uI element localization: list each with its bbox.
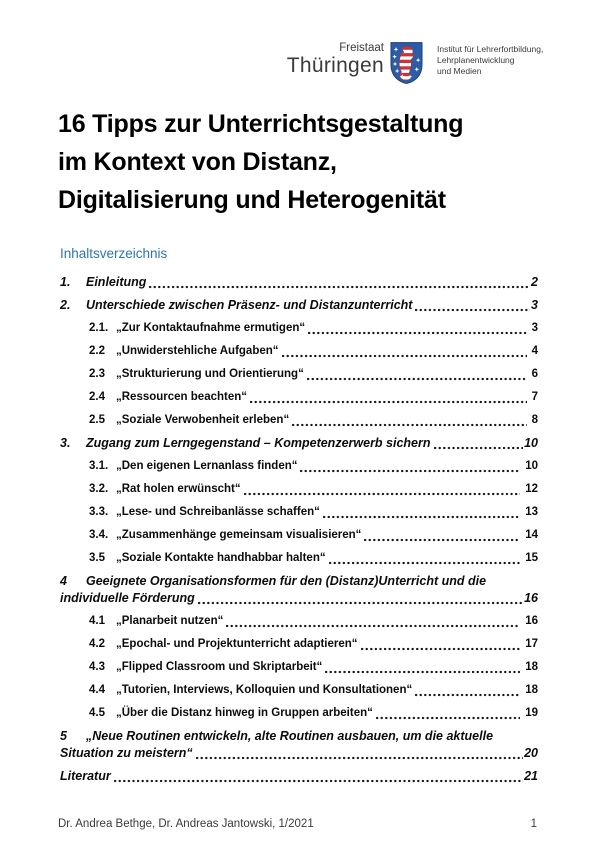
- toc-dot-leader: [292, 423, 526, 427]
- footer-page-number: 1: [530, 818, 537, 830]
- toc-entry-number: 3.3.: [89, 506, 109, 518]
- toc-page-number: 21: [524, 769, 538, 783]
- toc-entry-label: „Planarbeit nutzen“: [116, 615, 224, 627]
- toc-entry-label: „Epochal- und Projektunterricht adaptieren“: [116, 638, 358, 650]
- brand-thueringen-label: Thüringen: [286, 54, 384, 77]
- toc-entry-label: „Strukturierung und Orientierung“: [116, 368, 304, 380]
- page-footer: [58, 818, 537, 830]
- toc-entry-2-1[interactable]: [60, 320, 538, 337]
- page-header: [0, 40, 600, 92]
- toc-entry-label: Geeignete Organisationsformen für den (Distanz)Unterricht und die: [86, 574, 487, 588]
- toc-entry-3-5[interactable]: [60, 550, 538, 567]
- toc-entry-4-2[interactable]: [60, 636, 538, 653]
- toc-dot-leader: [434, 446, 524, 450]
- toc-dot-leader: [308, 331, 526, 335]
- toc-dot-leader: [149, 285, 530, 289]
- toc-dot-leader: [226, 624, 520, 628]
- toc-entry-4[interactable]: [60, 573, 538, 607]
- toc-dot-leader: [250, 400, 527, 404]
- toc-page-number: 20: [524, 746, 538, 760]
- toc-page-number: 8: [531, 414, 538, 426]
- toc-page-number: 2: [531, 275, 538, 289]
- toc-entry-3[interactable]: [60, 435, 538, 452]
- table-of-contents: [60, 274, 538, 791]
- toc-entry-4-1[interactable]: [60, 613, 538, 630]
- brand-wordmark: [287, 42, 384, 77]
- toc-page-number: 14: [525, 529, 538, 541]
- toc-dot-leader: [282, 354, 527, 358]
- toc-page-number: 10: [524, 436, 538, 450]
- toc-entry-number: 3.2.: [89, 483, 109, 495]
- toc-entry-3-4[interactable]: [60, 527, 538, 544]
- toc-dot-leader: [307, 377, 527, 381]
- toc-entry-label-continued: Situation zu meistern“: [60, 746, 193, 760]
- toc-entry-3-3[interactable]: [60, 504, 538, 521]
- toc-entry-number: 4: [60, 574, 67, 588]
- toc-entry-number: 2.: [60, 298, 71, 312]
- toc-entry-number: 2.5: [89, 414, 105, 426]
- toc-entry-label: „Tutorien, Interviews, Kolloquien und Konsultationen“: [116, 684, 413, 696]
- title-line-2: im Kontext von Distanz,: [58, 148, 337, 176]
- toc-dot-leader: [300, 469, 520, 473]
- toc-entry-label: „Soziale Kontakte handhabbar halten“: [116, 552, 326, 564]
- toc-entry-2-2[interactable]: [60, 343, 538, 360]
- toc-entry-label: „Den eigenen Lernanlass finden“: [116, 460, 298, 472]
- toc-dot-leader: [415, 693, 520, 697]
- toc-entry-2[interactable]: [60, 297, 538, 314]
- institute-line-3: und Medien: [437, 66, 482, 76]
- toc-page-number: 18: [525, 661, 538, 673]
- toc-entry-literatur[interactable]: [60, 768, 538, 785]
- toc-entry-number: 3.5: [89, 552, 105, 564]
- toc-entry-number: 2.2: [89, 345, 105, 357]
- toc-entry-number: 3.4.: [89, 529, 109, 541]
- toc-entry-number: 2.3: [89, 368, 105, 380]
- toc-entry-label: „Unwiderstehliche Aufgaben“: [116, 345, 279, 357]
- toc-dot-leader: [361, 647, 521, 651]
- institute-line-1: Institut für Lehrerfortbildung,: [437, 44, 544, 54]
- toc-entry-number: 1.: [60, 275, 71, 289]
- toc-entry-number: 5: [60, 729, 67, 743]
- toc-entry-number: 3.1.: [89, 460, 109, 472]
- toc-page-number: 19: [525, 707, 538, 719]
- toc-heading: Inhaltsverzeichnis: [60, 246, 168, 261]
- toc-page-number: 13: [525, 506, 538, 518]
- toc-entry-5[interactable]: [60, 728, 538, 762]
- toc-entry-2-4[interactable]: [60, 389, 538, 406]
- toc-entry-label: „Neue Routinen entwickeln, alte Routinen ausbauen, um die aktuelle: [86, 729, 494, 743]
- toc-entry-label: Zugang zum Lerngegenstand – Kompetenzerwerb sichern: [86, 436, 431, 450]
- toc-dot-leader: [198, 601, 523, 605]
- toc-entry-number: 4.5: [89, 707, 105, 719]
- toc-entry-label: „Zusammenhänge gemeinsam visualisieren“: [116, 529, 362, 541]
- toc-entry-label: Literatur: [60, 769, 111, 783]
- toc-entry-3-1[interactable]: [60, 458, 538, 475]
- brand-freistaat-label: Freistaat: [339, 42, 384, 54]
- toc-page-number: 16: [525, 615, 538, 627]
- toc-entry-label: „Über die Distanz hinweg in Gruppen arbeiten“: [116, 707, 373, 719]
- toc-entry-number: 4.4: [89, 684, 105, 696]
- toc-page-number: 18: [525, 684, 538, 696]
- toc-page-number: 10: [525, 460, 538, 472]
- toc-page-number: 4: [531, 345, 538, 357]
- toc-entry-3-2[interactable]: [60, 481, 538, 498]
- toc-entry-4-3[interactable]: [60, 659, 538, 676]
- toc-dot-leader: [364, 538, 520, 542]
- toc-page-number: 3: [531, 322, 538, 334]
- toc-entry-label: Einleitung: [86, 275, 147, 289]
- toc-dot-leader: [325, 670, 520, 674]
- title-line-3: Digitalisierung und Heterogenität: [58, 186, 446, 214]
- toc-entry-label: „Soziale Verwobenheit erleben“: [116, 414, 290, 426]
- toc-dot-leader: [329, 561, 521, 565]
- toc-entry-label: „Flipped Classroom und Skriptarbeit“: [116, 661, 323, 673]
- toc-entry-number: 4.2: [89, 638, 105, 650]
- toc-dot-leader: [114, 779, 523, 783]
- toc-entry-label: „Ressourcen beachten“: [116, 391, 248, 403]
- title-line-1: 16 Tipps zur Unterrichtsgestaltung: [58, 110, 464, 138]
- toc-entry-number: 2.1.: [89, 322, 109, 334]
- thueringen-coat-of-arms-icon: [390, 41, 423, 85]
- toc-page-number: 15: [525, 552, 538, 564]
- toc-entry-4-5[interactable]: [60, 705, 538, 722]
- toc-page-number: 6: [531, 368, 538, 380]
- toc-entry-number: 4.3: [89, 661, 105, 673]
- toc-entry-label: „Lese- und Schreibanlässe schaffen“: [116, 506, 320, 518]
- toc-entry-label-continued: individuelle Förderung: [60, 591, 195, 605]
- toc-entry-label: „Zur Kontaktaufnahme ermutigen“: [116, 322, 306, 334]
- toc-entry-4-4[interactable]: [60, 682, 538, 699]
- toc-dot-leader: [323, 515, 520, 519]
- toc-entry-1[interactable]: [60, 274, 538, 291]
- toc-entry-2-5[interactable]: [60, 412, 538, 429]
- institute-name: [437, 44, 543, 77]
- footer-authors: Dr. Andrea Bethge, Dr. Andreas Jantowski, 1/2021: [58, 818, 314, 830]
- toc-page-number: 17: [525, 638, 538, 650]
- toc-dot-leader: [244, 492, 521, 496]
- toc-dot-leader: [415, 308, 530, 312]
- toc-entry-2-3[interactable]: [60, 366, 538, 383]
- toc-page-number: 16: [524, 591, 538, 605]
- toc-page-number: 12: [525, 483, 538, 495]
- toc-page-number: 7: [531, 391, 538, 403]
- institute-line-2: Lehrplanentwicklung: [437, 55, 515, 65]
- toc-entry-label: „Rat holen erwünscht“: [116, 483, 241, 495]
- toc-entry-number: 3.: [60, 436, 71, 450]
- toc-entry-number: 2.4: [89, 391, 105, 403]
- toc-dot-leader: [376, 716, 520, 720]
- toc-page-number: 3: [531, 298, 538, 312]
- document-title: [58, 105, 463, 219]
- toc-entry-label: Unterschiede zwischen Präsenz- und Distanzunterricht: [86, 298, 413, 312]
- toc-entry-number: 4.1: [89, 615, 105, 627]
- toc-dot-leader: [196, 756, 523, 760]
